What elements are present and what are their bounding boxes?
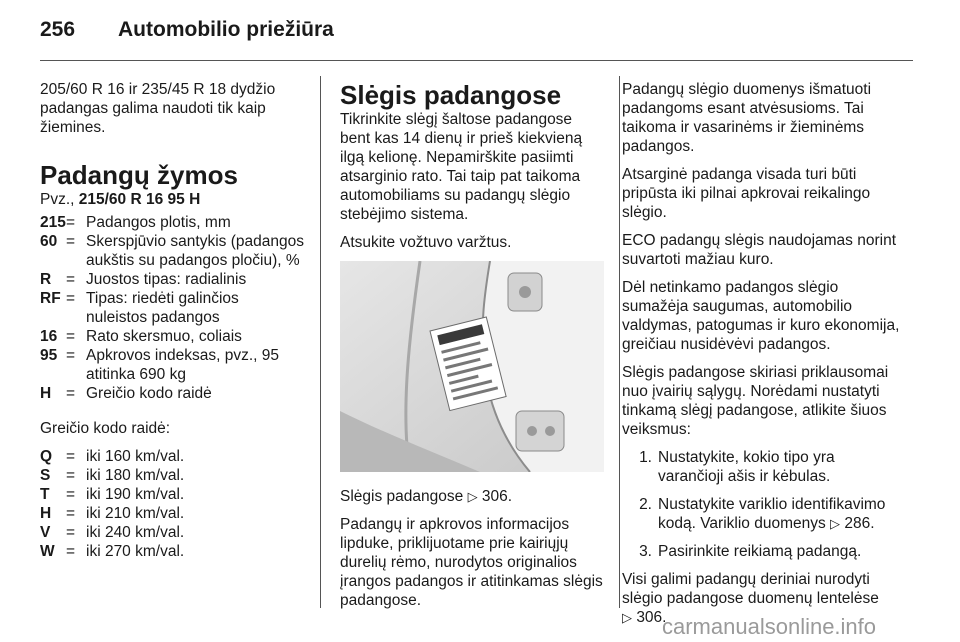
definition-description: Padangos plotis, mm (86, 214, 231, 231)
equals-sign: = (66, 328, 76, 345)
example-line (40, 190, 304, 209)
step-text: Nustatykite, kokio tipo yra varančioji ašis ir kėbulas. (658, 449, 835, 485)
col3-paragraph-2: Atsarginė padanga visada turi būti pripūsta iki pilnai apkrovai reikalingo slėgio. (622, 166, 871, 221)
header-rule (40, 60, 913, 61)
example-prefix: Pvz., (40, 191, 75, 208)
col3-paragraph-6-text: Visi galimi padangų deriniai nurodyti slėgio padangose duomenų lentelėse (622, 571, 879, 607)
definition-description: iki 240 km/val. (86, 524, 185, 541)
pressure-reference (340, 487, 606, 506)
definition-row (40, 213, 304, 232)
definition-term: RF (40, 290, 61, 307)
column-divider-2 (619, 76, 620, 608)
col3-paragraph-5: Slėgis padangose skiriasi priklausomai nuo įvairių sąlygų. Norėdami nustatyti tinkamą slėgį padangose, atlikite šiuos veiksmus: (622, 364, 889, 438)
equals-sign: = (66, 505, 76, 522)
definition-term: W (40, 543, 55, 560)
equals-sign: = (66, 448, 76, 465)
definition-row (40, 485, 304, 504)
definition-description: Juostos tipas: radialinis (86, 271, 247, 288)
door-frame-label-photo (340, 261, 604, 472)
definition-description: iki 270 km/val. (86, 543, 185, 560)
definition-term: 16 (40, 328, 58, 345)
speed-code-definitions (40, 447, 304, 561)
intro-paragraph: 205/60 R 16 ir 235/45 R 18 dydžio padangas galima naudoti tik kaip žiemines. (40, 81, 276, 136)
definition-description: Tipas: riedėti galinčios nuleistos padangos (86, 290, 239, 326)
definition-row (40, 504, 304, 523)
definition-row (40, 289, 304, 327)
list-item (622, 542, 904, 561)
tire-pressure-heading: Slėgis padangose (340, 80, 562, 110)
pressure-reference-page[interactable]: 306. (481, 488, 513, 505)
equals-sign: = (66, 524, 76, 541)
definition-row (40, 270, 304, 289)
definition-description: Apkrovos indeksas, pvz., 95 atitinka 690 kg (86, 347, 279, 383)
list-item (622, 448, 904, 486)
col3-paragraph-3: ECO padangų slėgis naudojamas norint suvartoti mažiau kuro. (622, 232, 897, 268)
xref-arrow-icon: ▷ (467, 489, 478, 504)
tire-markings-heading: Padangų žymos (40, 160, 238, 190)
definition-row (40, 447, 304, 466)
tire-pressure-paragraph-4: Padangų ir apkrovos informacijos lipduke, priklijuotame prie kairiųjų durelių rėmo, nurodytos originalios įrangos padangos ir atitinkamas slėgis padangose. (340, 516, 603, 609)
door-frame-illustration (340, 261, 604, 472)
definition-term: S (40, 467, 51, 484)
speed-code-intro: Greičio kodo raidė: (40, 420, 171, 437)
definition-term: R (40, 271, 52, 288)
tire-pressure-paragraph-2: Atsukite vožtuvo varžtus. (340, 234, 512, 251)
column-divider-1 (320, 76, 321, 608)
definition-term: Q (40, 448, 53, 465)
definition-description: iki 210 km/val. (86, 505, 185, 522)
definition-term: T (40, 486, 50, 503)
definition-description: Rato skersmuo, coliais (86, 328, 242, 345)
equals-sign: = (66, 467, 76, 484)
equals-sign: = (66, 214, 76, 231)
definition-row (40, 232, 304, 270)
marking-definitions (40, 213, 304, 403)
equals-sign: = (66, 290, 76, 307)
equals-sign: = (66, 385, 76, 402)
definition-description: iki 190 km/val. (86, 486, 185, 503)
definition-term: 60 (40, 233, 58, 250)
definition-row (40, 346, 304, 384)
step-text: Pasirinkite reikiamą padangą. (658, 543, 862, 560)
step-number: 2. (639, 496, 652, 513)
tire-pressure-paragraph-1: Tikrinkite slėgį šaltose padangose bent kas 14 dienų ir prieš kiekvieną ilgą kelionę. Nepamirškite pasiimti atsarginio rato. Tai taip pat taikoma automobiliams su padangų slėgio stebėjimo sistema. (340, 111, 583, 223)
definition-description: iki 160 km/val. (86, 448, 185, 465)
col3-paragraph-1: Padangų slėgio duomenys išmatuoti padangoms esant atvėsusioms. Tai taikoma ir vasarinėms ir žieminėms padangos. (622, 81, 872, 155)
step-number: 1. (639, 449, 652, 466)
steps-list (622, 448, 904, 561)
definition-term: H (40, 505, 52, 522)
xref-arrow-icon: ▷ (622, 610, 632, 625)
column-1 (40, 80, 304, 561)
definition-description: Skerspjūvio santykis (padangos aukštis su padangos pločiu), % (86, 233, 304, 269)
step-number: 3. (639, 543, 652, 560)
equals-sign: = (66, 271, 76, 288)
definition-description: Greičio kodo raidė (86, 385, 212, 402)
definition-row (40, 384, 304, 403)
pressure-reference-text: Slėgis padangose (340, 488, 464, 505)
column-3 (622, 80, 904, 636)
example-code: 215/60 R 16 95 H (78, 191, 201, 208)
page-title: Automobilio priežiūra (118, 18, 334, 41)
definition-row (40, 523, 304, 542)
equals-sign: = (66, 543, 76, 560)
definition-row (40, 542, 304, 561)
definition-row (40, 466, 304, 485)
page-number: 256 (40, 18, 76, 41)
equals-sign: = (66, 233, 76, 250)
definition-term: V (40, 524, 51, 541)
col3-paragraph-4: Dėl netinkamo padangos slėgio sumažėja saugumas, automobilio valdymas, patogumas ir kuro ekonomija, greičiau nusidėvėvi padangos. (622, 279, 900, 353)
definition-row (40, 327, 304, 346)
xref-arrow-icon: ▷ (830, 516, 841, 531)
pressure-table-page[interactable]: 306. (636, 609, 667, 626)
definition-term: H (40, 385, 52, 402)
definition-term: 215 (40, 214, 66, 231)
step-text-body: Nustatykite variklio identifikavimo kodą. Variklio duomenys (658, 496, 886, 532)
definition-term: 95 (40, 347, 58, 364)
list-item (622, 495, 904, 533)
column-2 (340, 80, 606, 619)
equals-sign: = (66, 486, 76, 503)
engine-data-page[interactable]: 286. (844, 515, 875, 532)
step-text (658, 495, 904, 533)
watermark: carmanualsonline.info (662, 614, 877, 639)
equals-sign: = (66, 347, 76, 364)
definition-description: iki 180 km/val. (86, 467, 185, 484)
